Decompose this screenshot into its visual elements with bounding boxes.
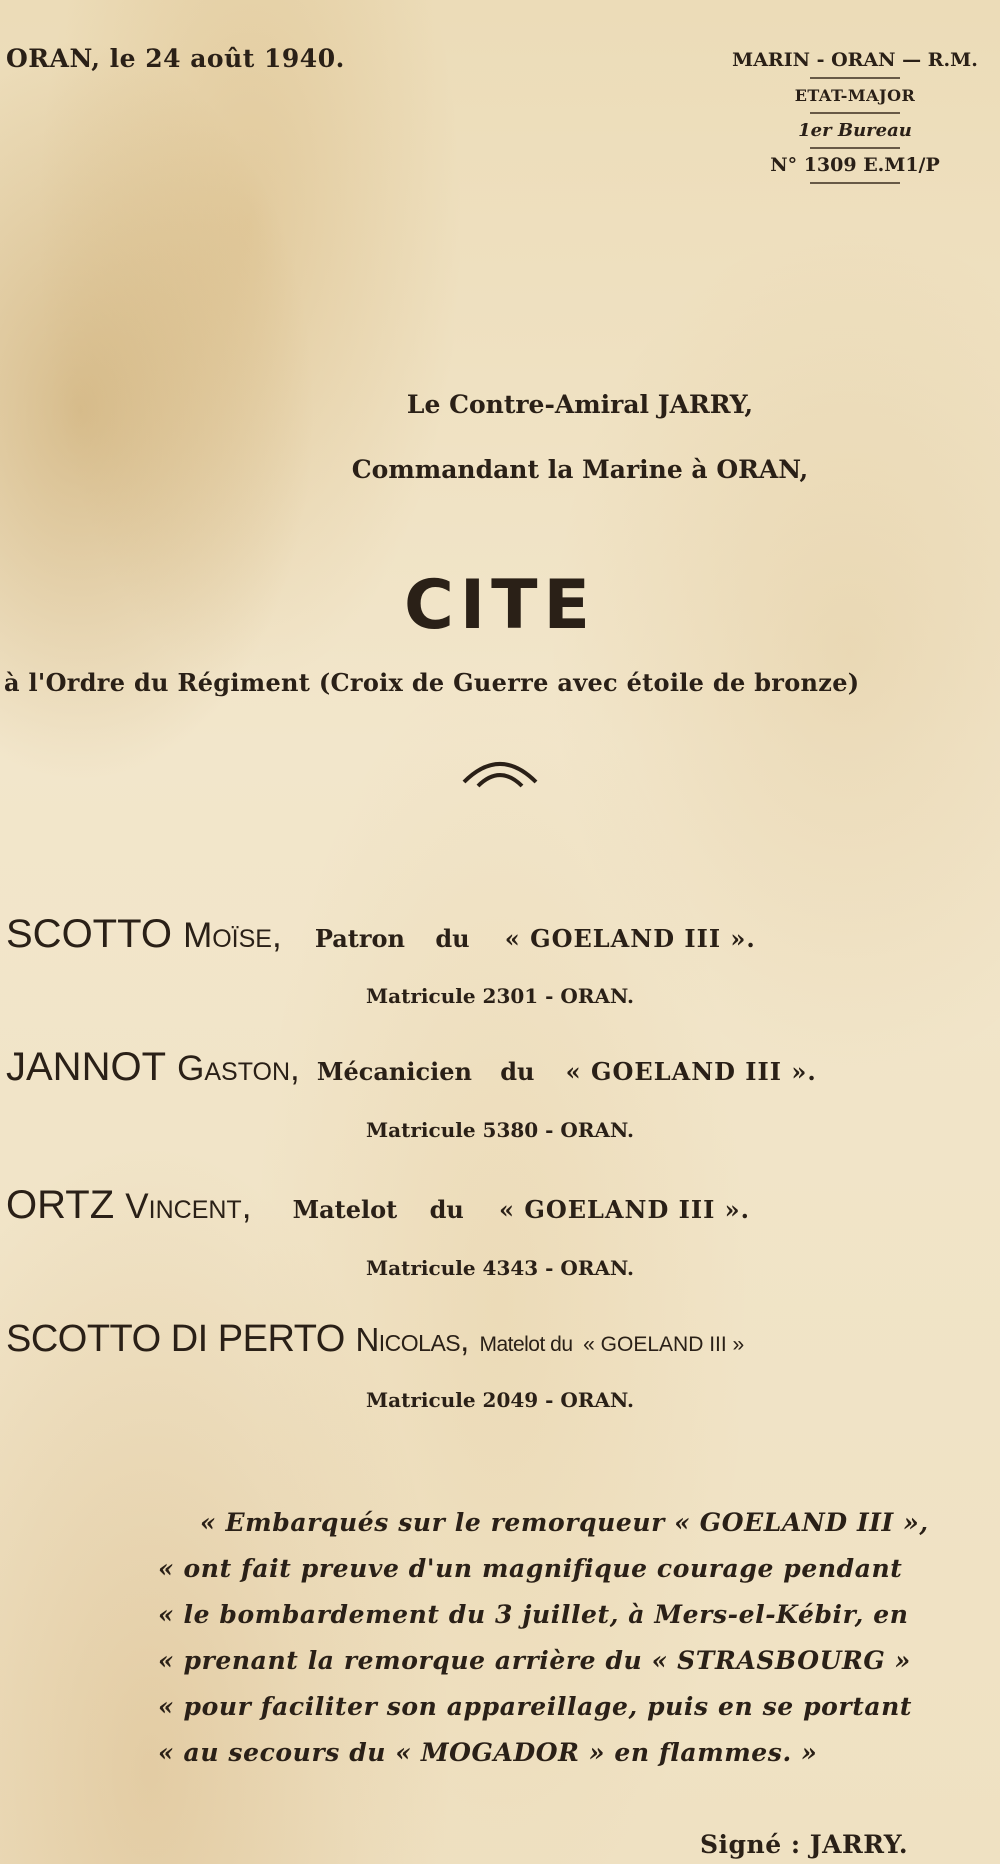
header-bureau: 1er Bureau [798, 120, 912, 141]
header-staff: ETAT-MAJOR [794, 86, 916, 105]
ornament-arc-icon [460, 752, 540, 792]
citation-role: Matelot du [479, 1333, 573, 1356]
header-rule [810, 182, 900, 184]
quote-line: « prenant la remorque arrière du « STRASBOURG » [158, 1646, 911, 1675]
citation-matricule: Matricule 2301 - ORAN. [366, 984, 634, 1008]
header-right-block [710, 44, 1000, 184]
citation-surname: SCOTTO DI PERTO [6, 1318, 345, 1360]
header-unit: MARIN - ORAN — R.M. [732, 49, 978, 71]
citation-name-line [6, 912, 1000, 957]
quote-line: « le bombardement du 3 juillet, à Mers-el-Kébir, en [158, 1600, 909, 1629]
citation-firstname: Moïse, [183, 916, 282, 955]
citation-boat: « GOELAND III ». [504, 924, 756, 953]
citation-role: Matelot du [292, 1195, 464, 1224]
header-rule [810, 112, 900, 114]
citation-surname: ORTZ [6, 1183, 115, 1227]
citation-firstname: Nicolas, [355, 1321, 469, 1358]
quote-line: « ont fait preuve d'un magnifique courage pendant [158, 1554, 903, 1583]
quote-line: « pour faciliter son appareillage, puis en se portant [158, 1692, 913, 1721]
citation-boat: « GOELAND III ». [498, 1195, 751, 1224]
citation-boat: « GOELAND III » [583, 1333, 745, 1356]
citation-surname: JANNOT [6, 1045, 166, 1089]
header-rule [810, 147, 900, 149]
citation-name-line [6, 1183, 1000, 1228]
place-date: ORAN, le 24 août 1940. [6, 44, 345, 73]
citation-role: Mécanicien du [316, 1057, 535, 1086]
order-line: à l'Ordre du Régiment (Croix de Guerre avec étoile de bronze) [4, 668, 860, 697]
citation-firstname: Vincent, [125, 1187, 252, 1226]
citation-matricule: Matricule 4343 - ORAN. [366, 1256, 634, 1280]
signature: Signé : JARRY. [700, 1830, 909, 1859]
authority-rank: Le Contre-Amiral JARRY, [406, 390, 754, 419]
header-rule [810, 77, 900, 79]
citation-matricule: Matricule 5380 - ORAN. [366, 1118, 634, 1142]
citation-firstname: Gaston, [177, 1049, 300, 1088]
quote-line: « au secours du « MOGADOR » en flammes. » [158, 1738, 818, 1767]
authority-command: Commandant la Marine à ORAN, [351, 455, 809, 484]
header-reference: N° 1309 E.M1/P [770, 154, 940, 176]
citation-boat: « GOELAND III ». [565, 1057, 817, 1086]
citation-surname: SCOTTO [6, 912, 172, 956]
citation-matricule: Matricule 2049 - ORAN. [366, 1388, 634, 1412]
citation-role: Patron du [314, 924, 470, 953]
citation-name-line [6, 1045, 1000, 1090]
document-title: CITE [403, 566, 597, 645]
citation-name-line [6, 1318, 1000, 1361]
quote-line: « Embarqués sur le remorqueur « GOELAND III », [200, 1508, 929, 1537]
